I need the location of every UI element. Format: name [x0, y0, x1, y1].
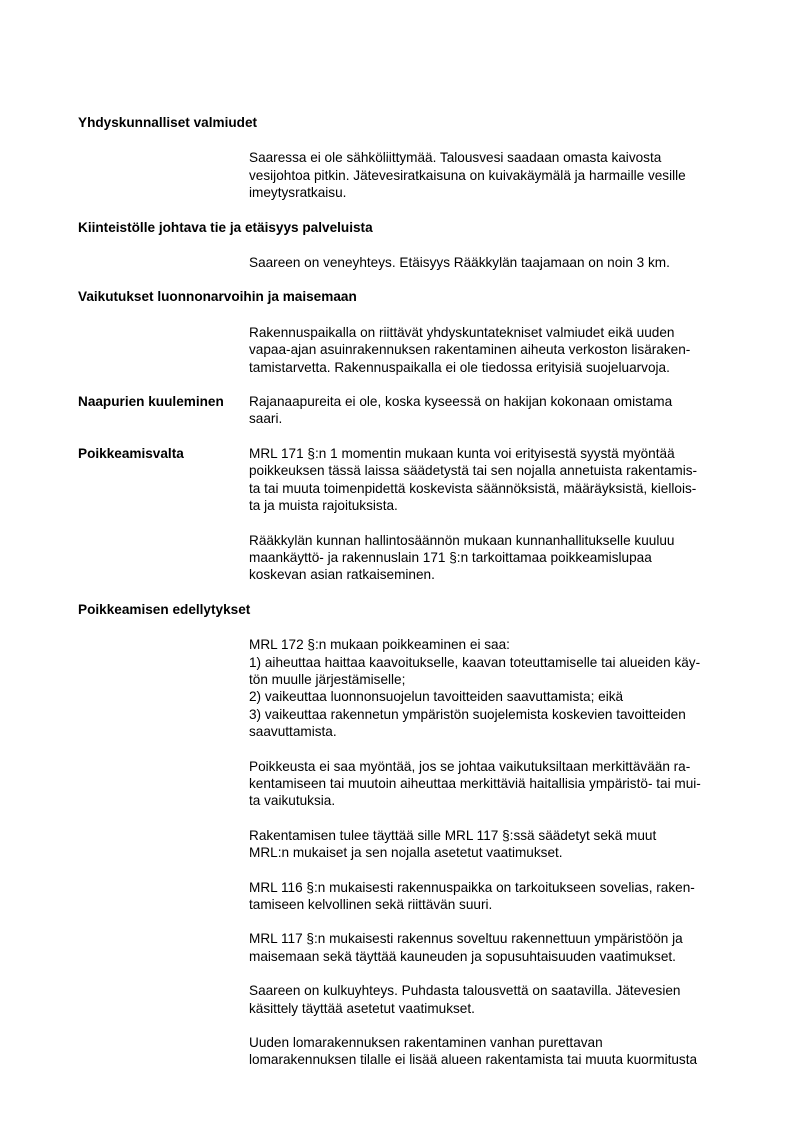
- text-line: tön muulle järjestämiselle;: [249, 671, 406, 687]
- section-body-poikkeamisvalta: [249, 445, 738, 584]
- section-body-vaikutukset: [249, 324, 738, 376]
- text-line: ta ja muista rajoituksista.: [249, 498, 398, 514]
- section-heading-yhdyskunnalliset-valmiudet: Yhdyskunnalliset valmiudet: [78, 115, 258, 130]
- text-line: Poikkeusta ei saa myöntää, jos se johtaa vaikutuksiltaan merkittävään ra-: [249, 758, 691, 774]
- section-label-naapurien-kuuleminen: Naapurien kuuleminen: [78, 394, 224, 410]
- text-line: Saareen on veneyhteys. Etäisyys Rääkkylän taajamaan on noin 3 km.: [249, 255, 670, 271]
- document-page: [78, 114, 738, 1069]
- text-line: Saareen on kulkuyhteys. Puhdasta talousvettä on saatavilla. Jätevesien: [249, 983, 681, 999]
- text-line: MRL 171 §:n 1 momentin mukaan kunta voi erityisestä syystä myöntää: [249, 445, 675, 461]
- text-line: tamiseen kelvollinen sekä riittävän suuri.: [249, 897, 493, 912]
- section-naapurien-kuuleminen: [78, 393, 738, 428]
- section-body-poikkeamisen-edellytykset: [249, 636, 738, 1069]
- paragraph: [249, 827, 738, 862]
- text-line: MRL 117 §:n mukaisesti rakennus soveltuu rakennettuun ympäristöön ja: [249, 931, 683, 947]
- text-line: maankäyttö- ja rakennuslain 171 §:n tarkoittamaa poikkeamislupaa: [249, 549, 652, 565]
- text-line: koskevan asian ratkaiseminen.: [249, 567, 435, 583]
- text-line: Rajanaapureita ei ole, koska kyseessä on hakijan kokonaan omistama: [249, 394, 673, 410]
- paragraph: [249, 758, 738, 810]
- text-line: käsittely täyttää asetetut vaatimukset.: [249, 1000, 475, 1016]
- section-label-poikkeamisvalta: Poikkeamisvalta: [78, 445, 184, 461]
- text-line: saavuttamista.: [249, 724, 337, 740]
- text-line: MRL 172 §:n mukaan poikkeaminen ei saa:: [249, 637, 510, 653]
- text-line: 2) vaikeuttaa luonnonsuojelun tavoitteiden saavuttamista; eikä: [249, 689, 624, 705]
- section-poikkeamisvalta: [78, 445, 738, 584]
- text-line: lomarakennuksen tilalle ei lisää alueen rakentamista tai muuta kuormitusta: [249, 1052, 698, 1068]
- paragraph: [249, 982, 738, 1017]
- text-line: ta vaikutuksia.: [249, 793, 336, 809]
- text-line: Rakentamisen tulee täyttää sille MRL 117 §:ssä säädetyt sekä muut: [249, 827, 657, 843]
- text-line: Saaressa ei ole sähköliittymää. Talousvesi saadaan omasta kaivosta: [249, 150, 662, 166]
- paragraph: [249, 636, 738, 740]
- paragraph: [249, 445, 738, 515]
- text-line: maisemaan sekä täyttää kauneuden ja sopusuhtaisuuden vaatimukset.: [249, 948, 676, 964]
- text-line: vesijohtoa pitkin. Jätevesiratkaisuna on kuivakäymälä ja harmaille vesille: [249, 167, 686, 183]
- text-line: tamistarvetta. Rakennuspaikalla ei ole tiedossa erityisiä suojeluarvoja.: [249, 359, 670, 375]
- text-line: MRL:n mukaiset ja sen nojalla asetetut vaatimukset.: [249, 845, 563, 861]
- text-line: kentamiseen tai muutoin aiheuttaa merkittäviä haitallisia ympäristö- tai mui-: [249, 775, 701, 791]
- text-line: 3) vaikeuttaa rakennetun ympäristön suojelemista koskevien tavoitteiden: [249, 706, 686, 722]
- section-body-tie-ja-etaisyys: [249, 254, 738, 271]
- text-line: poikkeuksen tässä laissa säädetystä tai sen nojalla annetuista rakentamis-: [249, 463, 698, 479]
- paragraph: [249, 532, 738, 584]
- text-line: Rääkkylän kunnan hallintosäännön mukaan kunnanhallitukselle kuuluu: [249, 532, 675, 548]
- section-body-naapurien-kuuleminen: [249, 393, 738, 428]
- text-line: ta tai muuta toimenpidettä koskevista säännöksistä, määräyksistä, kiellois-: [249, 480, 697, 496]
- paragraph: [249, 1034, 738, 1069]
- text-line: vapaa-ajan asuinrakennuksen rakentaminen aiheuta verkoston lisäraken-: [249, 342, 691, 358]
- section-heading-vaikutukset: Vaikutukset luonnonarvoihin ja maisemaan: [78, 289, 357, 305]
- text-line: 1) aiheuttaa haittaa kaavoitukselle, kaavan toteuttamiselle tai alueiden käy-: [249, 654, 701, 670]
- text-line: Rakennuspaikalla on riittävät yhdyskuntatekniset valmiudet eikä uuden: [249, 324, 675, 340]
- section-body-yhdyskunnalliset-valmiudet: [249, 149, 738, 201]
- section-heading-poikkeamisen-edellytykset: Poikkeamisen edellytykset: [78, 601, 251, 617]
- paragraph: [249, 930, 738, 965]
- paragraph: [249, 879, 738, 914]
- text-line: imeytysratkaisu.: [249, 185, 347, 201]
- text-line: Uuden lomarakennuksen rakentaminen vanhan purettavan: [249, 1035, 603, 1051]
- text-line: saari.: [249, 411, 283, 427]
- section-heading-tie-ja-etaisyys: Kiinteistölle johtava tie ja etäisyys palveluista: [78, 219, 373, 235]
- text-line: MRL 116 §:n mukaisesti rakennuspaikka on tarkoitukseen sovelias, raken-: [249, 879, 695, 895]
